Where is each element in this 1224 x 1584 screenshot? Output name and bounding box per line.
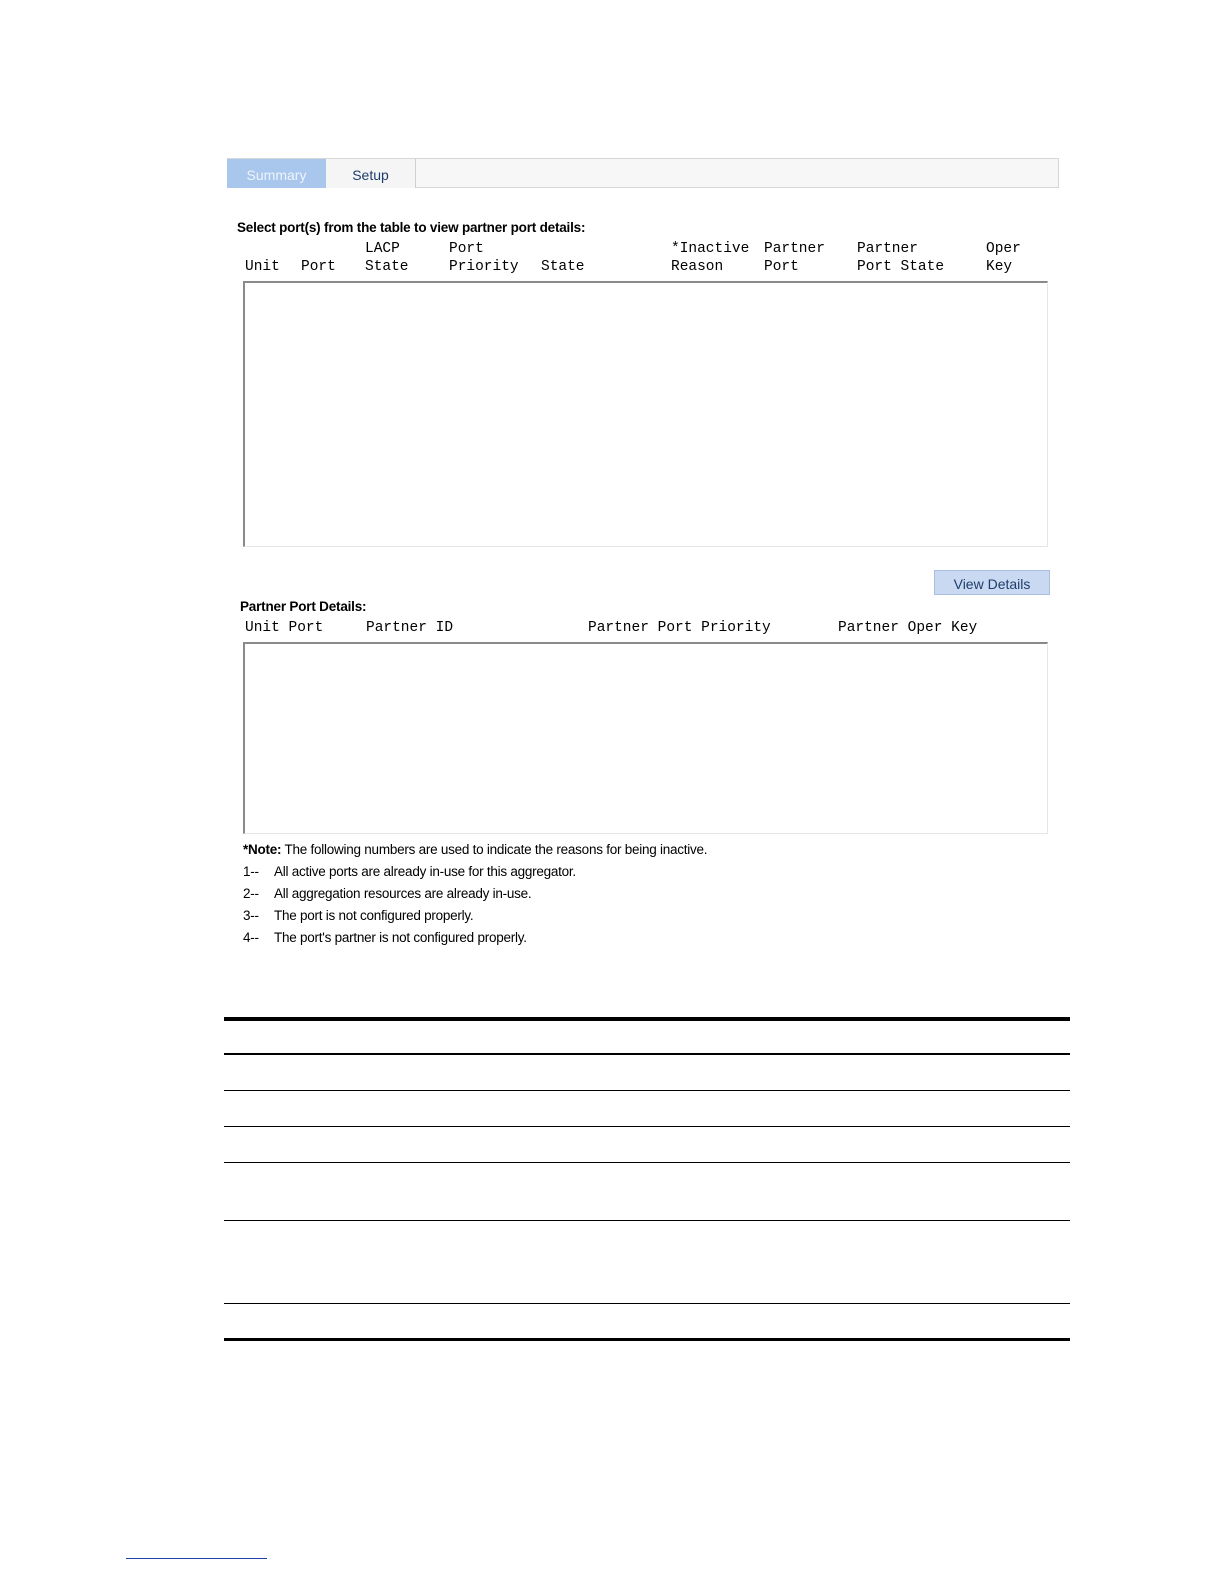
note-item: [243, 930, 527, 945]
col-partner-id: Partner ID: [366, 620, 454, 636]
col-partner-oper-key: Partner Oper Key: [838, 620, 978, 636]
note-item-number: 3--: [243, 908, 259, 923]
partner-details-listbox[interactable]: [243, 642, 1048, 834]
table-bottom-rule: [224, 1338, 1070, 1341]
col-state: State: [541, 259, 585, 275]
col-unit: Unit: [245, 259, 280, 275]
note-item-text: The port is not configured properly.: [274, 908, 474, 923]
note-item: [243, 886, 531, 901]
col-lacp-state-line2: State: [365, 259, 409, 275]
col-port: Port: [301, 259, 336, 275]
partner-section-title: Partner Port Details:: [240, 599, 367, 614]
note-item: [243, 908, 473, 923]
table-row-divider: [224, 1126, 1070, 1127]
note-item-text: The port's partner is not configured properly.: [274, 930, 527, 945]
col-inactive-reason-line2: Reason: [671, 259, 724, 275]
table-row-divider: [224, 1162, 1070, 1163]
col-inactive-reason-line1: *Inactive: [671, 241, 750, 257]
col-oper-key-line1: Oper: [986, 241, 1021, 257]
col-partner-port-priority: Partner Port Priority: [588, 620, 771, 636]
col-oper-key-line2: Key: [986, 259, 1013, 275]
table-row-divider: [224, 1220, 1070, 1221]
note-label: *Note:: [243, 842, 282, 857]
col-partner-port-state-line2: Port State: [857, 259, 945, 275]
note-item-number: 2--: [243, 886, 259, 901]
col-partner-port-line2: Port: [764, 259, 799, 275]
note-line: [243, 842, 707, 857]
table-header-rule: [224, 1053, 1070, 1055]
note-text: The following numbers are used to indicate the reasons for being inactive.: [281, 842, 708, 857]
note-item-number: 4--: [243, 930, 259, 945]
note-item: [243, 864, 576, 879]
tab-summary[interactable]: Summary: [227, 159, 326, 188]
footnote-separator: [126, 1558, 267, 1559]
ports-listbox[interactable]: [243, 281, 1048, 547]
note-item-text: All aggregation resources are already in-use.: [274, 886, 532, 901]
table-top-rule: [224, 1017, 1070, 1021]
col-unit-port: Unit Port: [245, 620, 324, 636]
note-item-number: 1--: [243, 864, 259, 879]
col-lacp-state-line1: LACP: [365, 241, 400, 257]
col-port-priority-line2: Priority: [449, 259, 519, 275]
note-item-text: All active ports are already in-use for this aggregator.: [274, 864, 576, 879]
table-row-divider: [224, 1303, 1070, 1304]
table-row-divider: [224, 1090, 1070, 1091]
view-details-button[interactable]: View Details: [934, 570, 1050, 595]
tab-setup[interactable]: Setup: [326, 159, 416, 188]
col-port-priority-line1: Port: [449, 241, 484, 257]
ports-section-title: Select port(s) from the table to view partner port details:: [237, 220, 586, 235]
col-partner-port-line1: Partner: [764, 241, 825, 257]
col-partner-port-state-line1: Partner: [857, 241, 918, 257]
tab-bar: [227, 158, 1059, 188]
